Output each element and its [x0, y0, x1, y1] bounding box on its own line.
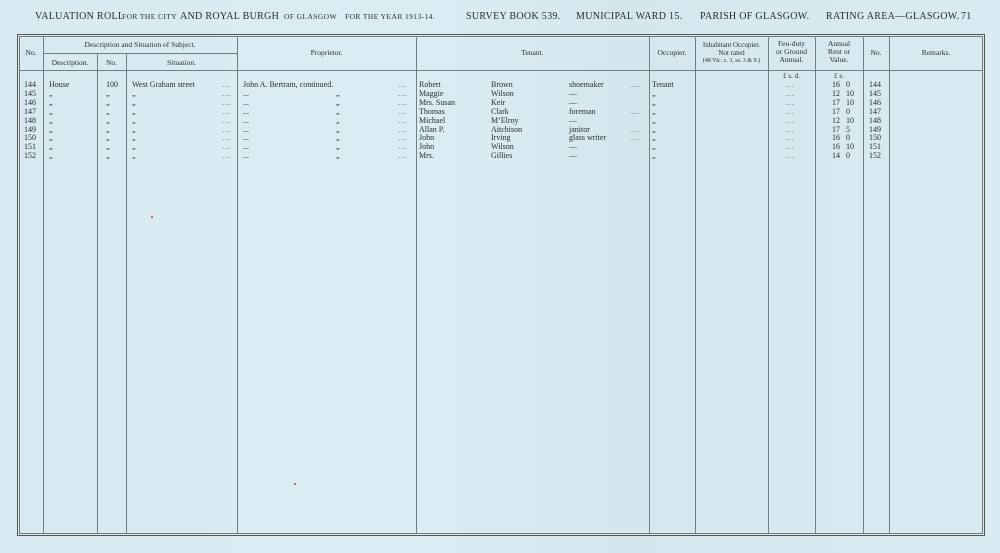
row-no-right: 146: [869, 97, 881, 107]
row-situation-dots: ...: [222, 151, 231, 161]
row-tenant-first-name: Mrs. Susan: [419, 97, 456, 107]
row-situation-dots: ...: [222, 124, 231, 134]
row-situation: „: [132, 133, 136, 143]
row-no: 144: [24, 80, 36, 89]
header-title-c: AND ROYAL BURGH: [180, 11, 280, 22]
row-rent-shillings: 5: [846, 124, 850, 134]
row-tenant-first-name: John: [419, 142, 435, 152]
col-rule: [43, 36, 44, 534]
ink-speck: [294, 483, 296, 485]
row-tenant-last-name: Clark: [491, 106, 509, 116]
feu-line-1: Feu-duty: [777, 39, 806, 48]
row-no: 147: [24, 106, 36, 116]
row-occupier: „: [652, 88, 656, 98]
row-feu-duty: ...: [786, 115, 795, 125]
row-no: 149: [24, 124, 36, 134]
row-feu-duty: ...: [786, 106, 795, 116]
row-tenant-first-name: John: [419, 133, 435, 143]
row-tenant-trade: glass writer: [569, 133, 607, 143]
row-feu-duty: ...: [786, 97, 795, 107]
row-tenant-first-name: Maggie: [419, 88, 444, 98]
row-situation: „: [132, 124, 136, 134]
row-proprietor-ditto: „: [336, 88, 340, 98]
col-header-proprietor: Proprietor.: [310, 48, 343, 57]
row-rent-shillings: 10: [846, 115, 854, 125]
row-proprietor-dots: ...: [398, 106, 407, 116]
row-proprietor-ditto: „: [336, 97, 340, 107]
row-no: 151: [24, 142, 36, 152]
col-header-description-group: Description and Situation of Subject.: [84, 40, 196, 49]
row-occupier: „: [652, 133, 656, 143]
row-house-number: 100: [106, 80, 118, 89]
row-situation: „: [132, 142, 136, 152]
col-rule: [126, 53, 127, 534]
row-tenant-trade: —: [569, 97, 577, 107]
header-title-b: FOR THE CITY: [122, 12, 178, 21]
row-tenant-first-name: Allan P.: [419, 124, 445, 134]
row-proprietor-dots: ...: [398, 133, 407, 143]
row-house-number: „: [106, 115, 110, 125]
header-title-d: OF GLASGOW: [284, 12, 337, 21]
row-rent-pounds: 16: [832, 142, 840, 152]
row-tenant-last-name: Keir: [491, 97, 506, 107]
row-rent-shillings: 0: [846, 133, 850, 143]
row-tenant-trade: —: [569, 115, 577, 125]
row-proprietor-dots: ...: [398, 115, 407, 125]
col-header-feu-duty: [768, 40, 815, 64]
row-rent-shillings: 0: [846, 106, 850, 116]
col-header-house-no: No.: [105, 58, 118, 67]
row-proprietor: ...: [243, 115, 249, 125]
col-rule: [97, 53, 98, 534]
row-tenant-trade: —: [569, 88, 577, 98]
header-bottom-rule: [19, 70, 983, 71]
col-header-remarks: Remarks.: [921, 48, 951, 57]
row-house-number: „: [106, 142, 110, 152]
row-rent-pounds: 14: [832, 151, 840, 161]
col-header-occupier: Occupier.: [657, 48, 687, 57]
row-no-right: 149: [869, 124, 881, 134]
row-tenant-last-name: Irving: [491, 133, 511, 143]
row-proprietor-dots: ...: [398, 151, 407, 161]
row-rent-shillings: 0: [846, 151, 850, 161]
row-rent-pounds: 16: [832, 133, 840, 143]
row-no: 150: [24, 133, 36, 143]
row-house-number: „: [106, 88, 110, 98]
row-house-number: „: [106, 97, 110, 107]
row-situation-dots: ...: [222, 115, 231, 125]
row-no: 145: [24, 88, 36, 98]
row-no-right: 150: [869, 133, 881, 143]
row-description: „: [49, 88, 53, 98]
row-no-right: 144: [869, 80, 881, 89]
row-house-number: „: [106, 133, 110, 143]
row-tenant-last-name: Gillies: [491, 151, 513, 161]
row-situation: „: [132, 88, 136, 98]
inhabitant-line-2: Not rated: [718, 49, 745, 57]
row-no: 146: [24, 97, 36, 107]
row-tenant-last-name: Wilson: [491, 142, 514, 152]
row-rent-shillings: 10: [846, 88, 854, 98]
rent-line-3: Value.: [829, 55, 849, 64]
row-occupier: „: [652, 151, 656, 161]
col-rule: [863, 36, 864, 534]
row-feu-duty: ...: [786, 88, 795, 98]
row-no-right: 152: [869, 151, 881, 161]
row-situation-dots: ...: [222, 133, 231, 143]
row-description: „: [49, 124, 53, 134]
row-no-right: 145: [869, 88, 881, 98]
row-tenant-trade: foreman: [569, 106, 596, 116]
row-proprietor: ...: [243, 151, 249, 161]
row-situation-dots: ...: [222, 97, 231, 107]
row-proprietor: ...: [243, 97, 249, 107]
row-rent-shillings: 0: [846, 80, 850, 89]
row-rent-shillings: 10: [846, 142, 854, 152]
row-proprietor-dots: ...: [398, 124, 407, 134]
row-description: „: [49, 97, 53, 107]
row-situation: „: [132, 97, 136, 107]
header-ward: MUNICIPAL WARD 15.: [576, 11, 683, 22]
row-tenant-trade: shoemaker: [569, 80, 604, 89]
row-tenant-last-name: Brown: [491, 80, 513, 89]
row-feu-duty: ...: [786, 133, 795, 143]
row-house-number: „: [106, 106, 110, 116]
row-rent-pounds: 16: [832, 80, 840, 89]
ink-speck: [151, 216, 153, 218]
row-proprietor: John A. Bertram, continued.: [243, 80, 334, 89]
row-tenant-last-name: M‘Elroy: [491, 115, 519, 125]
row-proprietor-dots: ...: [398, 88, 407, 98]
row-proprietor-dots: ...: [398, 97, 407, 107]
currency-rent: £ s.: [834, 72, 844, 80]
row-house-number: „: [106, 124, 110, 134]
row-no-right: 148: [869, 115, 881, 125]
row-occupier: „: [652, 97, 656, 107]
row-proprietor-ditto: „: [336, 124, 340, 134]
row-description: „: [49, 106, 53, 116]
row-tenant-first-name: Michael: [419, 115, 446, 125]
col-rule: [416, 36, 417, 534]
row-proprietor: ...: [243, 133, 249, 143]
row-rent-pounds: 12: [832, 88, 840, 98]
row-proprietor-dots: ...: [398, 142, 407, 152]
row-situation: „: [132, 115, 136, 125]
currency-feu: £ s. d.: [783, 72, 800, 80]
row-no-right: 147: [869, 106, 881, 116]
row-tenant-trade-dots: ...: [631, 124, 640, 134]
row-feu-duty: ...: [786, 142, 795, 152]
row-no: 148: [24, 115, 36, 125]
col-header-situation: Situation.: [167, 58, 196, 67]
col-header-no-right: No.: [870, 48, 882, 57]
row-rent-pounds: 12: [832, 115, 840, 125]
row-situation-dots: ...: [222, 106, 231, 116]
row-feu-duty: ...: [786, 80, 795, 89]
col-header-no: No.: [25, 48, 37, 57]
row-description: House: [49, 80, 70, 89]
rent-line-2: Rent or: [827, 47, 851, 56]
row-house-number: „: [106, 151, 110, 161]
row-description: „: [49, 142, 53, 152]
col-header-inhabitant: [695, 41, 768, 65]
inhabitant-line-3: (48 Vic. c. 3, ss. 3 & 9.): [702, 58, 761, 64]
row-feu-duty: ...: [786, 124, 795, 134]
row-tenant-first-name: Thomas: [419, 106, 445, 116]
row-proprietor: ...: [243, 142, 249, 152]
col-rule: [768, 36, 769, 534]
row-no: 152: [24, 151, 36, 161]
row-no-right: 151: [869, 142, 881, 152]
row-proprietor: ...: [243, 106, 249, 116]
row-rent-pounds: 17: [832, 106, 840, 116]
inhabitant-line-1: Inhabitant Occupier.: [702, 41, 761, 49]
row-proprietor-ditto: „: [336, 115, 340, 125]
col-rule: [695, 36, 696, 534]
row-occupier: Tenant: [652, 80, 674, 89]
row-tenant-trade-dots: ...: [631, 80, 640, 89]
row-tenant-last-name: Wilson: [491, 88, 514, 98]
col-header-annual-rent: [815, 40, 863, 64]
row-tenant-trade-dots: ...: [631, 133, 640, 143]
header-rating: RATING AREA—GLASGOW.: [826, 11, 960, 22]
header-page-number: 71: [961, 11, 972, 22]
row-proprietor-ditto: „: [336, 142, 340, 152]
row-situation-dots: ...: [222, 142, 231, 152]
header-survey: SURVEY BOOK 539.: [466, 11, 561, 22]
row-situation-dots: ...: [222, 88, 231, 98]
col-rule: [237, 36, 238, 534]
row-situation-dots: ...: [222, 80, 231, 89]
header-title-e: FOR THE YEAR 1913-14.: [345, 12, 436, 21]
row-occupier: „: [652, 115, 656, 125]
col-header-tenant: Tenant.: [521, 48, 544, 57]
feu-line-2: or Ground: [775, 47, 808, 56]
col-rule: [649, 36, 650, 534]
row-tenant-trade: —: [569, 151, 577, 161]
row-occupier: „: [652, 142, 656, 152]
col-rule: [815, 36, 816, 534]
row-description: „: [49, 115, 53, 125]
header-title-a: VALUATION ROLL: [35, 11, 125, 22]
row-tenant-last-name: Aitchison: [491, 124, 523, 134]
row-proprietor-dots: ...: [398, 80, 407, 89]
row-description: „: [49, 151, 53, 161]
feu-line-3: Annual.: [779, 55, 804, 64]
row-proprietor-ditto: „: [336, 133, 340, 143]
row-occupier: „: [652, 106, 656, 116]
row-description: „: [49, 133, 53, 143]
header-parish: PARISH OF GLASGOW.: [700, 11, 810, 22]
subheader-rule: [43, 53, 237, 54]
row-situation: West Graham street: [132, 80, 195, 89]
row-proprietor: ...: [243, 88, 249, 98]
row-feu-duty: ...: [786, 151, 795, 161]
row-occupier: „: [652, 124, 656, 134]
row-tenant-trade: janitor: [569, 124, 590, 134]
row-proprietor-ditto: „: [336, 106, 340, 116]
row-rent-pounds: 17: [832, 124, 840, 134]
row-proprietor-ditto: „: [336, 151, 340, 161]
row-tenant-trade: —: [569, 142, 577, 152]
row-rent-shillings: 10: [846, 97, 854, 107]
row-tenant-trade-dots: ...: [631, 106, 640, 116]
row-situation: „: [132, 151, 136, 161]
col-header-description: Description.: [51, 58, 89, 67]
row-proprietor: ...: [243, 124, 249, 134]
row-situation: „: [132, 106, 136, 116]
rent-line-1: Annual: [827, 39, 851, 48]
row-tenant-first-name: Robert: [419, 80, 441, 89]
row-rent-pounds: 17: [832, 97, 840, 107]
row-tenant-first-name: Mrs.: [419, 151, 434, 161]
col-rule: [889, 36, 890, 534]
